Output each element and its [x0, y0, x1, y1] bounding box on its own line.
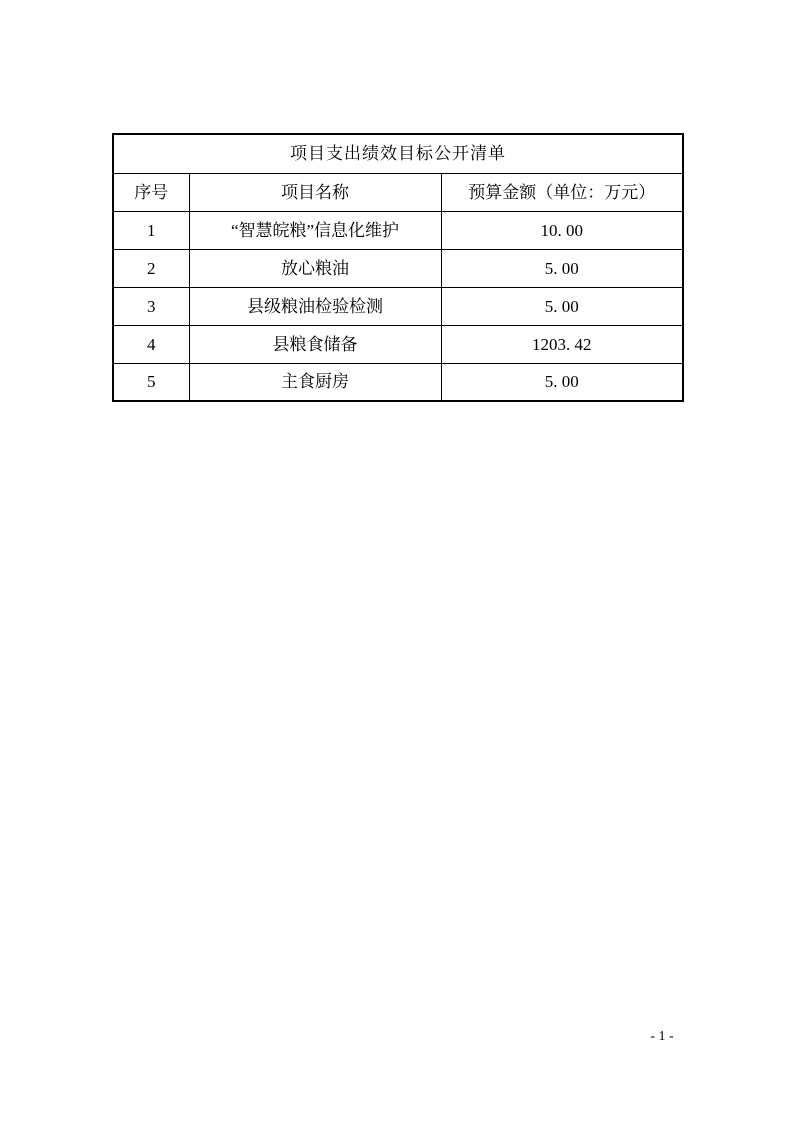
table-header-row [113, 173, 683, 211]
budget-amount-cell: 1203. 42 [441, 325, 683, 363]
project-name-cell: 县粮食储备 [189, 325, 441, 363]
row-serial-number: 2 [113, 249, 189, 287]
header-serial-number: 序号 [113, 173, 189, 211]
row-serial-number: 4 [113, 325, 189, 363]
table-row [113, 325, 683, 363]
performance-targets-table [112, 133, 684, 402]
row-serial-number: 5 [113, 363, 189, 401]
table-title: 项目支出绩效目标公开清单 [113, 134, 683, 173]
header-budget-amount: 预算金额（单位：万元） [441, 173, 683, 211]
project-name-cell: 县级粮油检验检测 [189, 287, 441, 325]
page-number: - 1 - [650, 1029, 674, 1044]
table-row [113, 211, 683, 249]
table-title-row [113, 134, 683, 173]
budget-amount-cell: 10. 00 [441, 211, 683, 249]
budget-amount-cell: 5. 00 [441, 287, 683, 325]
table-row [113, 249, 683, 287]
row-serial-number: 1 [113, 211, 189, 249]
budget-amount-cell: 5. 00 [441, 249, 683, 287]
project-name-cell: 放心粮油 [189, 249, 441, 287]
table-row [113, 287, 683, 325]
project-name-cell: “智慧皖粮”信息化维护 [189, 211, 441, 249]
row-serial-number: 3 [113, 287, 189, 325]
header-project-name: 项目名称 [189, 173, 441, 211]
budget-amount-cell: 5. 00 [441, 363, 683, 401]
table-row [113, 363, 683, 401]
project-name-cell: 主食厨房 [189, 363, 441, 401]
